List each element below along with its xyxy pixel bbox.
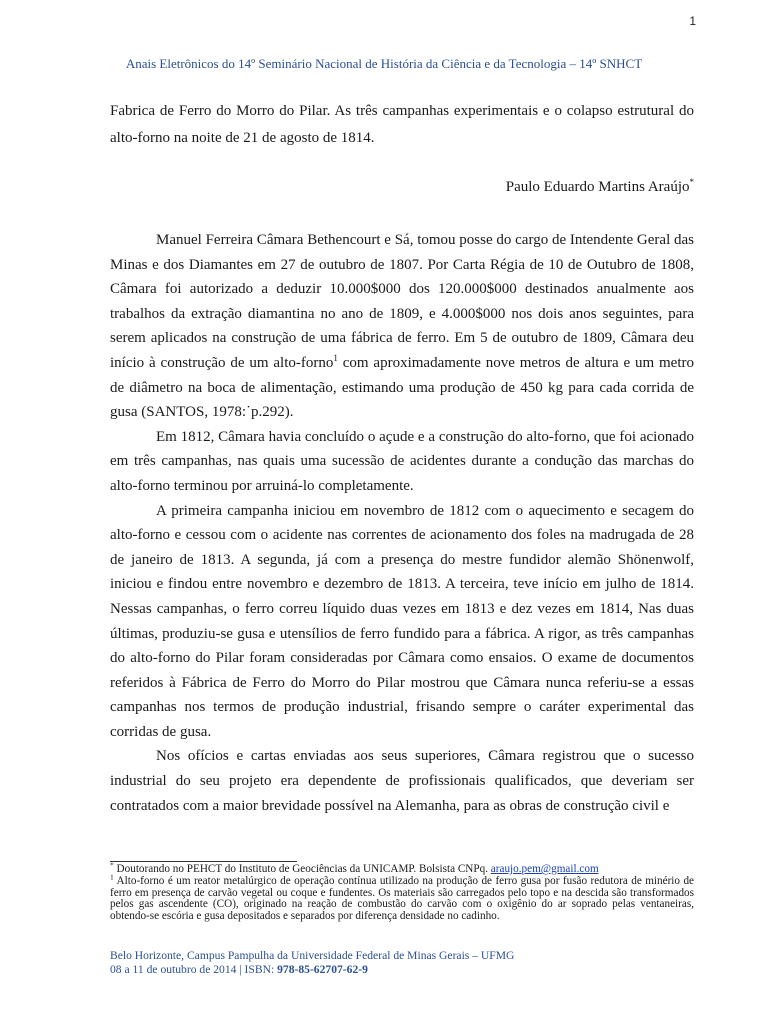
running-header: Anais Eletrônicos do 14º Seminário Nacional de História da Ciência e da Tecnologia – 14º SNHCT	[125, 56, 643, 71]
body-text	[110, 228, 694, 818]
author-email-link[interactable]: araujo.pem@gmail.com	[490, 863, 599, 875]
paragraph-1	[110, 228, 694, 425]
author-line	[506, 177, 694, 196]
paragraph-1-part-a: Manuel Ferreira Câmara Bethencourt e Sá, tomou posse do cargo de Intendente Geral das Minas e dos Diamantes em 27 de outubro de 1807. Por Carta Régia de 10 de Outubro de 1808, Câmara foi autorizado a deduzir 10.000$000 dos 120.000$000 destinados anualmente aos trabalhos da extração diamantina no ano de 1809, e 4.000$000 nos dois anos seguintes, para serem aplicados na construção de uma fábrica de ferro. Em 5 de outubro de 1809, Câmara deu início à construção de um alto-forno	[110, 232, 694, 371]
footer-isbn: 978-85-62707-62-9	[277, 962, 368, 976]
page-footer	[110, 949, 514, 976]
footer-dates: 08 a 11 de outubro de 2014 | ISBN:	[110, 962, 278, 976]
footnote-ref-1: 1	[333, 352, 338, 363]
author-name: Paulo Eduardo Martins Araújo	[505, 179, 690, 195]
footnote-author-mark: *	[110, 860, 114, 870]
footer-location: Belo Horizonte, Campus Pampulha da Universidade Federal de Minas Gerais – UFMG	[110, 949, 515, 962]
paragraph-2: Em 1812, Câmara havia concluído o açude e a construção do alto-forno, que foi acionado em três campanhas, nas quais uma sucessão de acidentes durante a condução das marchas do alto-forno terminou por arruiná-lo completamente.	[110, 428, 694, 494]
paragraph-4: Nos ofícios e cartas enviadas aos seus superiores, Câmara registrou que o sucesso industrial do seu projeto era dependente de profissionais qualificados, que deveriam ser contratados com a maior brevidade possível na Alemanha, para as obras de construção civil e	[110, 748, 694, 814]
footnote-1	[110, 872, 694, 923]
paragraph-1-part-b: com aproximadamente nove metros de altura e um metro de diâmetro na boca de alimentação, estimando uma produção de 450 kg para cada corrida de gusa (SANTOS, 1978:˙p.292).	[110, 354, 694, 421]
footer-dates-isbn	[110, 963, 514, 977]
page-number: 1	[689, 14, 696, 28]
footnotes	[110, 860, 694, 923]
author-footnote-mark: *	[689, 177, 694, 187]
paragraph-3: A primeira campanha iniciou em novembro de 1812 com o aquecimento e secagem do alto-forno e cessou com o acidente nas correntes de acionamento dos foles na madrugada de 28 de janeiro de 1813. A segunda, já com a presença do mestre fundidor alemão Shönenwolf, iniciou e findou entre novembro e dezembro de 1813. A terceira, teve início em julho de 1814. Nessas campanhas, o ferro correu líquido duas vezes em 1813 e dez vezes em 1814, Nas duas últimas, produziu-se gusa e utensílios de ferro fundido para a fábrica. A rigor, as três campanhas do alto-forno do Pilar foram consideradas por Câmara como ensaios. O exame de documentos referidos à Fábrica de Ferro do Morro do Pilar mostrou que Câmara nunca referiu-se a essas campanhas nos termos de produção industrial, frisando sempre o caráter experimental das corridas de gusa.	[110, 502, 694, 740]
footnote-1-mark: 1	[110, 872, 114, 882]
footnote-1-text: Alto-forno é um reator metalúrgico de operação contínua utilizado na produção de ferro gusa por fusão redutora de minério de ferro em presença de carvão vegetal ou coque e fundentes. Os materiais são carregados pelo topo e na descida são transformados pelos gas ascendente (CO), originado na reação de combustão do carvão com o oxigênio do ar soprado pelas ventaneiras, obtendo-se escória e gusa depositados e separados por diferença densidade no cadinho.	[110, 874, 694, 923]
footnote-separator	[110, 861, 297, 862]
paper-title: Fabrica de Ferro do Morro do Pilar. As três campanhas experimentais e o colapso estrutural do alto-forno na noite de 21 de agosto de 1814.	[110, 103, 694, 146]
footnote-author-text: Doutorando no PEHCT do Instituto de Geociências da UNICAMP. Bolsista CNPq.	[113, 863, 491, 875]
